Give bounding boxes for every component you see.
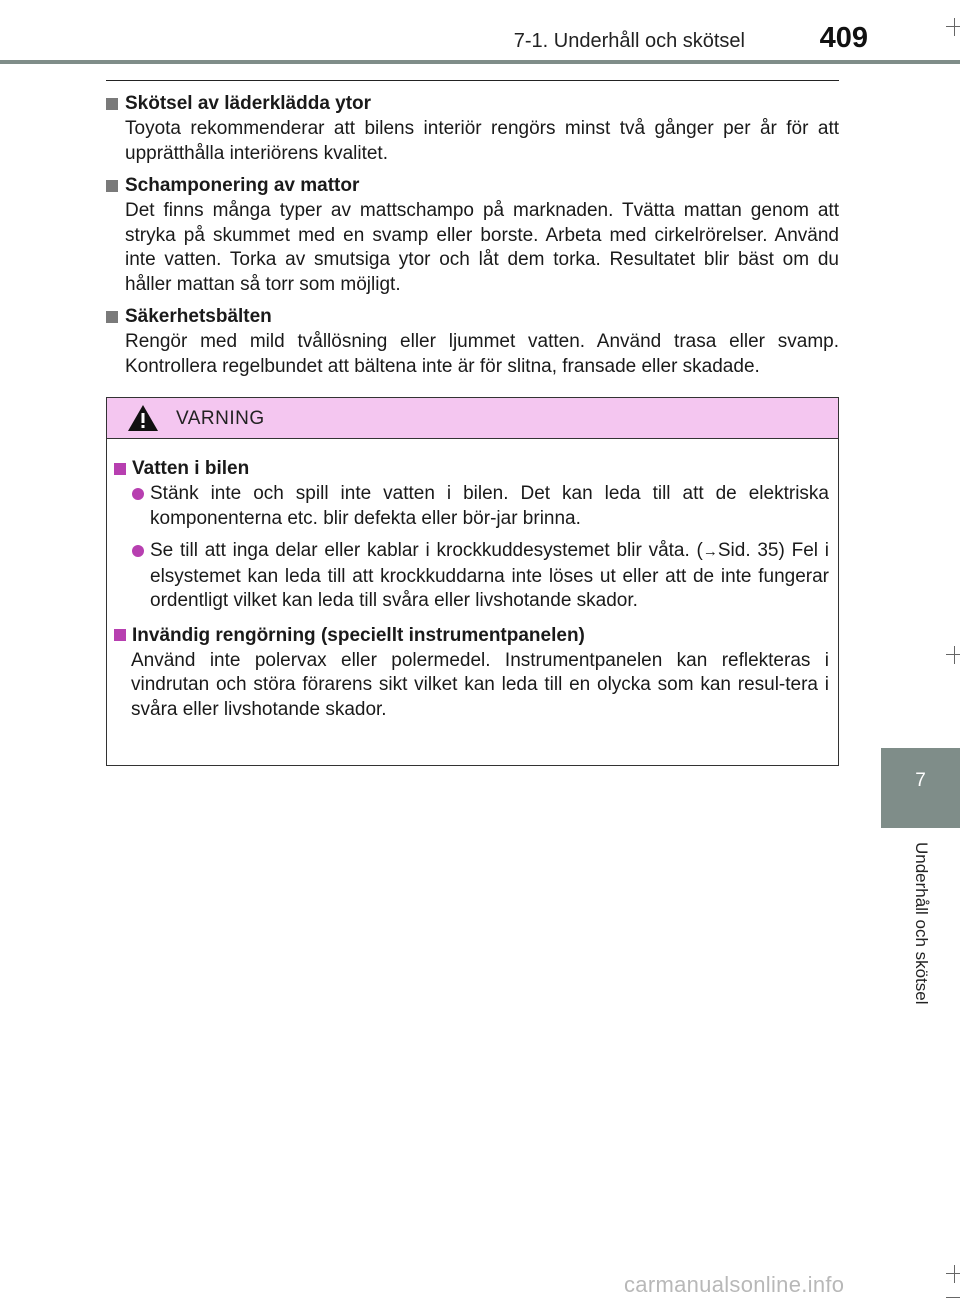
warning-label: VARNING: [176, 408, 265, 429]
warning-bullet: [132, 482, 829, 531]
chapter-tab-number: 7: [915, 770, 926, 791]
section-title: Schamponering av mattor: [125, 175, 360, 196]
section-body: Toyota rekommenderar att bilens interiör rengörs minst två gånger per år för att upprätthålla interiörens kvalitet.: [125, 118, 839, 164]
crop-mark: [946, 1265, 960, 1283]
section-body: Rengör med mild tvållösning eller ljummet vatten. Använd trasa eller svamp. Kontrollera regelbundet att bältena inte är för slitna, fransade eller skadade.: [125, 331, 839, 377]
crop-mark-line: [946, 1297, 960, 1298]
arrow-right-icon: →: [702, 543, 718, 560]
warning-box: [106, 397, 839, 766]
warning-triangle-icon: [127, 404, 159, 432]
crop-mark: [946, 646, 960, 664]
section-square-icon: [106, 98, 118, 110]
bullet-dot-icon: [132, 488, 144, 500]
warning-bullet: [132, 539, 829, 614]
crop-mark: [946, 18, 960, 36]
section-square-icon: [106, 311, 118, 323]
warning-item-body: Använd inte polervax eller polermedel. Instrumentpanelen kan reflekteras i vindrutan och störa förarens sikt vilket kan leda till en olycka som kan resul-tera i svåra eller livshotande skador.: [131, 649, 829, 720]
section-carpet: [106, 172, 839, 297]
warning-item-interior: [114, 622, 829, 723]
main-content: [106, 90, 839, 385]
page-header: [0, 0, 960, 62]
section-leather: [106, 90, 839, 166]
chapter-tab[interactable]: [881, 748, 960, 828]
warning-header: [107, 398, 838, 439]
warning-square-icon: [114, 463, 126, 475]
bullet-dot-icon: [132, 545, 144, 557]
warning-item-title: Vatten i bilen: [132, 458, 250, 479]
section-title: Skötsel av läderklädda ytor: [125, 93, 372, 114]
page-reference-link[interactable]: Sid. 35): [717, 540, 785, 561]
warning-body: [107, 439, 838, 722]
section-seatbelts: [106, 303, 839, 379]
section-body: Det finns många typer av mattschampo på marknaden. Tvätta mattan genom att stryka på skummet med en svamp eller borste. Arbeta med cirkelrörelser. Använd inte vatten. Torka av smutsiga ytor och låt dem torka. Resultatet blir bäst om du håller mattan så torr som möjligt.: [125, 200, 839, 295]
watermark: carmanualsonline.info: [624, 1272, 845, 1297]
warning-bullet-text: Stänk inte och spill inte vatten i bilen. Det kan leda till att de elektriska komponenterna etc. blir defekta eller bör-jar brinna.: [150, 483, 829, 529]
header-rule: [0, 60, 960, 64]
chapter-side-label: Underhåll och skötsel: [912, 842, 931, 1005]
warning-square-icon: [114, 629, 126, 641]
section-square-icon: [106, 180, 118, 192]
warning-item-title: Invändig rengörning (speciellt instrumentpanelen): [132, 624, 585, 646]
section-title: Säkerhetsbälten: [125, 306, 272, 327]
warning-item-water: [114, 455, 829, 614]
warning-bullet-text: Se till att inga delar eller kablar i krockkuddesystemet blir våta. (→Sid. 35) Fel i elsystemet kan leda till att krockkuddarna inte löses ut eller att de inte fungerar ordentligt vilket kan leda till svåra eller livshotande skador.: [150, 540, 830, 611]
page-number: 409: [819, 22, 868, 54]
content-top-rule: [106, 80, 839, 81]
header-section-title: 7-1. Underhåll och skötsel: [513, 30, 745, 52]
